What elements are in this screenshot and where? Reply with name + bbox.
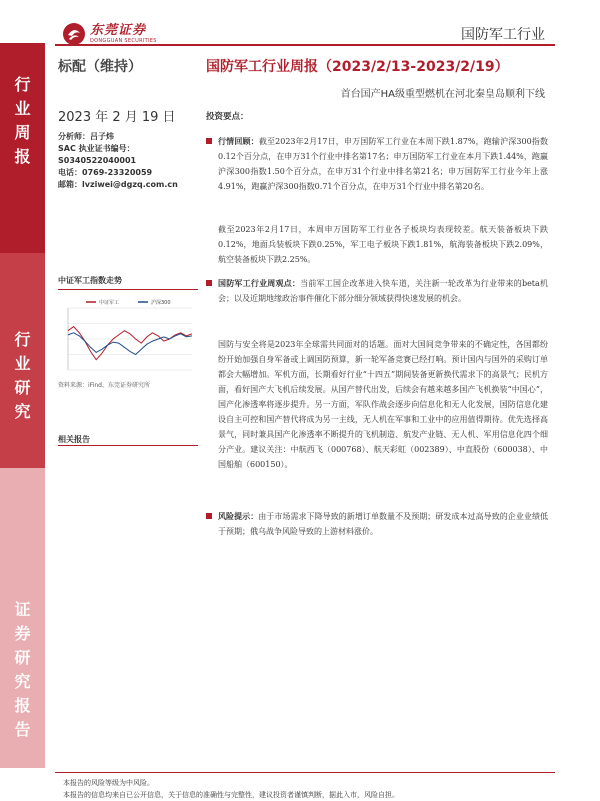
chart-title: 中证军工指数走势: [58, 276, 122, 285]
side-tab-weekly-label: 行业周报: [14, 75, 31, 166]
weekly-view-paragraph: [218, 276, 548, 306]
market-review-head: 行情回顾：: [218, 137, 259, 146]
risk-paragraph: [218, 509, 548, 539]
side-tab-research: [0, 253, 45, 468]
risk-text: 由于市场需求下降导致的新增订单数量不及预期；研发成本过高导致的企业业绩低于预期；俄乌战争风险导致的上游材料涨价。: [218, 512, 548, 536]
market-review-paragraph: [218, 134, 548, 194]
analyst-phone: 电话：0769-23320059: [58, 168, 153, 177]
side-tab-research-label: 行业研究: [14, 330, 31, 421]
logo-cn-text: 东莞证券: [90, 22, 147, 38]
report-subtitle: 首台国产HA级重型燃机在河北秦皇岛顺利下线: [340, 89, 545, 100]
analyst-info: [58, 131, 178, 191]
risk-level-note: 本报告的风险等级为中风险。: [63, 779, 154, 787]
info-disclaimer: 本报告的信息均来自已公开信息，关于信息的准确性与完整性，建议投资者谨慎判断，据此入市，风险自担。: [63, 791, 399, 799]
report-title: 国防军工行业周报（2023/2/13-2023/2/19）: [206, 59, 509, 75]
weekly-view-text: 当前军工国企改革进入快车道，关注新一轮改革为行业带来的beta机会；以及近期地缘政治事件催化下部分细分领域获得快速发展的机会。: [218, 279, 549, 303]
chart-source: 资料来源：iFind，东莞证券研究所: [58, 382, 150, 389]
company-logo: [62, 22, 157, 46]
footer-disclaimer: [63, 777, 399, 801]
related-reports-divider: [58, 445, 198, 446]
footer-divider: [55, 772, 555, 773]
risk-head: 风险提示：: [218, 512, 259, 521]
subsector-paragraph: 截至2023年2月17日，本周申万国防军工行业各子板块均表现较差。航天装备板块下跌0.12%，地面兵装板块下跌0.25%，军工电子板块下跌1.81%，航海装备板块下跌2.09%，航空装备板块下跌2.25%。: [218, 225, 548, 264]
header-divider: [55, 44, 555, 46]
index-chart-block: [58, 275, 198, 389]
bullet-square-icon: [206, 138, 212, 144]
bullet-square-icon: [206, 513, 212, 519]
side-tab-weekly: [0, 43, 45, 253]
defense-outlook-paragraph: 国防与安全将是2023年全球需共同面对的话题。面对大国间竞争带来的不确定性，各国都纷纷开始加强自身军备或上调国防预算，新一轮军备竞赛已经打响。预计国内与国外的采购订单都会大幅增加。军机方面，长期看好行业“十四五”期间装备更新换代需求下的高景气；民机方面，看好国产大飞机后续发展。从国产替代出发，后续会有越来越多国产飞机换装“中国心”，国产化渗透率将逐步提升。另一方面，军队作战会逐步向信息化和无人化发展，国防信息化建设自主可控和国产替代将成为另一主线，无人机在军事和工业中的应用值得期待。优先选择高景气，同时兼具国产化渗透率不断提升的飞机制造、航发产业链、无人机、军用信息化四个细分产业。建议关注：中航西飞（000768）、航天彩虹（002389）、中直股份（600038）、中国船舶（600150）。: [218, 340, 548, 469]
analyst-email[interactable]: 邮箱：lvziwei@dgzq.com.cn: [58, 180, 178, 189]
related-reports-heading: 相关报告: [58, 435, 90, 444]
industry-label: 国防军工行业: [461, 27, 545, 43]
analyst-name: 分析师：吕子炜: [58, 132, 114, 141]
analyst-cert-label: SAC 执业证书编号：: [58, 144, 135, 153]
analyst-cert-no: S0340522040001: [58, 156, 137, 165]
weekly-view-head: 国防军工行业周观点：: [218, 279, 301, 288]
chart-divider: [58, 289, 198, 290]
rating: 标配（维持）: [58, 59, 142, 75]
bullet-square-icon: [206, 280, 212, 286]
market-review-text: 截至2023年2月17日，申万国防军工行业在本周下跌1.87%，跑输沪深300指数0.12个百分点，在申万31个行业中排名第17名；申万国防军工行业在本月下跌1.44%，跑赢沪深300指数1.50个百分点，在申万31个行业中排名第21名；申万国防军工行业今年上涨4.91%，跑赢沪深300指数0.71个百分点，在申万31个行业中排名第20名。: [218, 137, 548, 191]
logo-en-text: DONGGUAN SECURITIES: [90, 37, 157, 44]
logo-emblem-icon: [62, 22, 86, 46]
side-tab-securities-report: [0, 468, 45, 768]
chart-legend-label: 沪深300: [151, 300, 171, 306]
investment-highlights-heading: 投资要点：: [206, 112, 249, 122]
side-tab-securities-label: 证券研究报告: [14, 600, 31, 739]
report-date: 2023 年 2 月 19 日: [58, 110, 176, 125]
index-trend-chart: [58, 296, 198, 376]
chart-legend-label: 中证军工: [99, 300, 120, 306]
